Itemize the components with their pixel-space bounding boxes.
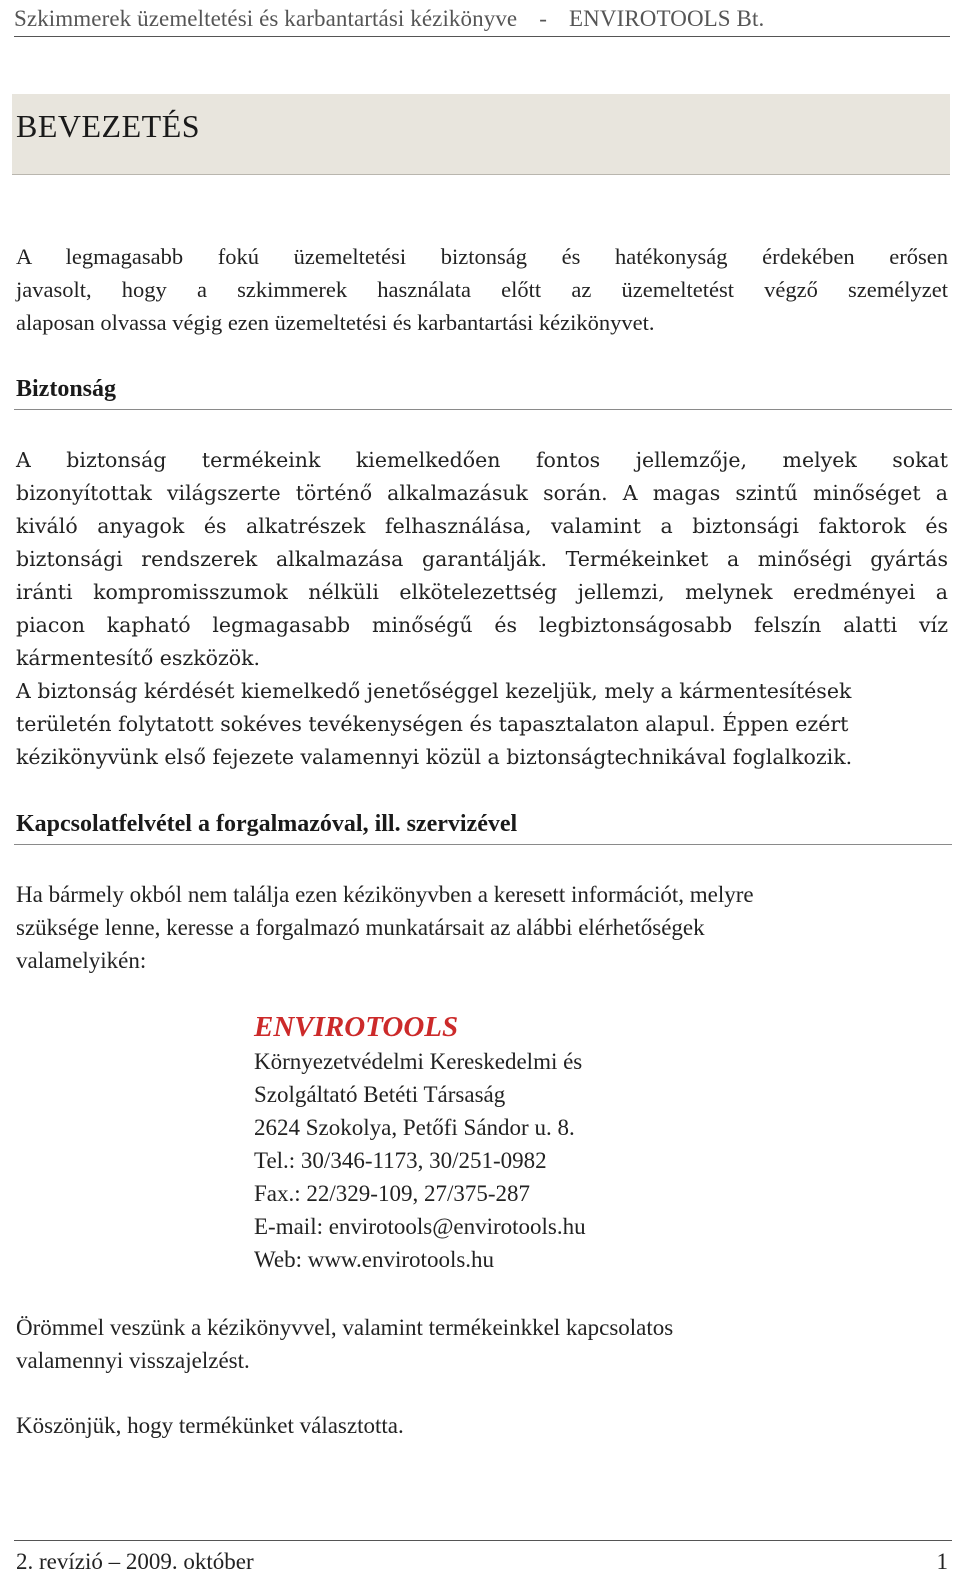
contact-intro-line: Ha bármely okból nem találja ezen kézikönyvben a keresett információt, melyre xyxy=(16,882,754,907)
intro-paragraph xyxy=(16,240,948,339)
safety-line: kiváló anyagok és alkatrészek felhasználása, valamint a biztonsági faktorok és xyxy=(16,514,948,538)
company-fax: Fax.: 22/329-109, 27/375-287 xyxy=(254,1181,530,1206)
contact-heading-block xyxy=(14,800,952,845)
safety-line: kézikönyvünk első fejezete valamennyi közül a biztonságtechnikával foglalkozik. xyxy=(16,745,853,769)
header-separator: - xyxy=(539,6,548,31)
safety-line: piacon kapható legmagasabb minőségű és legbiztonságosabb felszín alatti víz xyxy=(16,613,948,637)
safety-line: A biztonság termékeink kiemelkedően fontos jellemzője, melyek sokat xyxy=(16,448,948,472)
running-header xyxy=(14,2,950,37)
intro-line: alaposan olvassa végig ezen üzemeltetési és karbantartási kézikönyvet. xyxy=(16,310,655,335)
company-email: E-mail: envirotools@envirotools.hu xyxy=(254,1214,586,1239)
contact-heading: Kapcsolatfelvétel a forgalmazóval, ill. szervizével xyxy=(16,811,518,837)
company-brand: ENVIROTOOLS xyxy=(254,1011,459,1043)
safety-line: A biztonság kérdését kiemelkedő jenetőséggel kezeljük, mely a kármentesítések xyxy=(16,679,852,703)
safety-paragraph-1 xyxy=(16,444,948,675)
company-address-block xyxy=(254,1010,854,1276)
company-name-line-2: Szolgáltató Betéti Társaság xyxy=(254,1082,506,1107)
intro-line: A legmagasabb fokú üzemeltetési biztonság és hatékonyság érdekében erősen xyxy=(16,244,948,269)
company-phone: Tel.: 30/346-1173, 30/251-0982 xyxy=(254,1148,547,1173)
feedback-line: valamennyi visszajelzést. xyxy=(16,1348,250,1373)
safety-line: bizonyítottak világszerte történő alkalmazásuk során. A magas szintű minőséget a xyxy=(16,481,948,505)
safety-heading: Biztonság xyxy=(16,376,117,402)
safety-heading-block xyxy=(14,364,952,410)
thanks-paragraph xyxy=(16,1409,948,1442)
company-web: Web: www.envirotools.hu xyxy=(254,1247,495,1272)
safety-line: területén folytatott sokéves tevékenységen és tapasztalaton alapul. Éppen ezért xyxy=(16,712,849,736)
intro-line: javasolt, hogy a szkimmerek használata előtt az üzemeltetést végző személyzet xyxy=(16,277,948,302)
company-address: 2624 Szokolya, Petőfi Sándor u. 8. xyxy=(254,1115,575,1140)
section-banner xyxy=(12,94,950,175)
footer-revision: 2. revízió – 2009. október xyxy=(16,1549,254,1574)
section-title: BEVEZETÉS xyxy=(16,108,201,144)
safety-line: iránti kompromisszumok nélküli elkötelezettség jellemzi, melynek eredményei a xyxy=(16,580,948,604)
header-title: Szkimmerek üzemeltetési és karbantartási kézikönyve xyxy=(14,6,518,31)
page-footer xyxy=(14,1540,952,1581)
contact-intro-line: valamelyikén: xyxy=(16,948,147,973)
contact-intro-line: szüksége lenne, keresse a forgalmazó munkatársait az alábbi elérhetőségek xyxy=(16,915,705,940)
feedback-paragraph xyxy=(16,1311,948,1377)
company-name-line-1: Környezetvédelmi Kereskedelmi és xyxy=(254,1049,583,1074)
contact-intro-paragraph xyxy=(16,878,948,977)
safety-paragraph-2 xyxy=(16,675,948,774)
safety-line: biztonsági rendszerek alkalmazása garantálják. Termékeinket a minőségi gyártás xyxy=(16,547,948,571)
thanks-line: Köszönjük, hogy termékünket választotta. xyxy=(16,1413,404,1438)
feedback-line: Örömmel veszünk a kézikönyvvel, valamint termékeinkkel kapcsolatos xyxy=(16,1315,674,1340)
page-number: 1 xyxy=(936,1549,948,1574)
safety-line: kármentesítő eszközök. xyxy=(16,646,261,670)
header-company: ENVIROTOOLS Bt. xyxy=(569,6,765,31)
